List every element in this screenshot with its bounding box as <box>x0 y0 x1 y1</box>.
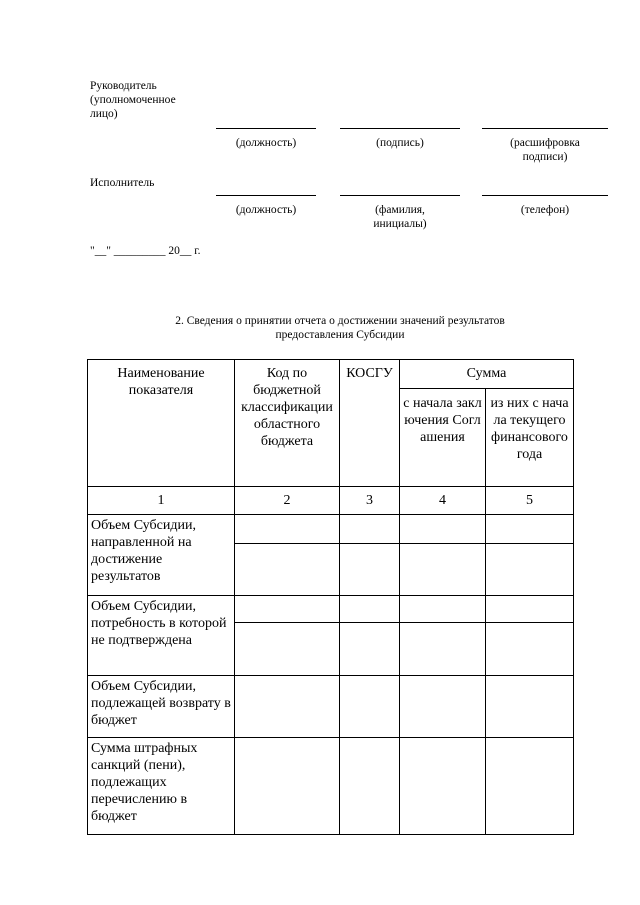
header-sum: Сумма <box>400 360 574 389</box>
header-sum-from-start: с начала заключения Соглашения <box>400 389 486 487</box>
table-cell[interactable] <box>235 596 340 623</box>
executor-caption-phone: (телефон) <box>520 204 570 216</box>
table-cell[interactable] <box>486 738 574 835</box>
table-cell[interactable] <box>340 544 400 596</box>
header-code: Код по бюджетной классификации областного бюджета <box>235 360 340 487</box>
executor-caption-name: (фамилия, инициалы) <box>373 204 427 230</box>
table-cell[interactable] <box>486 676 574 738</box>
table-cell[interactable] <box>400 515 486 544</box>
head-position-line <box>216 128 316 129</box>
column-number-3: 3 <box>340 487 400 515</box>
table-cell[interactable] <box>340 623 400 676</box>
column-number-1: 1 <box>88 487 235 515</box>
report-table <box>87 359 574 835</box>
table-cell[interactable] <box>400 596 486 623</box>
table-cell[interactable] <box>235 544 340 596</box>
date-line: "__" _________ 20__ г. <box>90 245 201 257</box>
row-label-subsidy-unconfirmed: Объем Субсидии, потребность в которой не подтверждена <box>88 596 235 676</box>
table-cell[interactable] <box>486 596 574 623</box>
executor-phone-line <box>482 195 608 196</box>
table-cell[interactable] <box>235 515 340 544</box>
table-cell[interactable] <box>340 596 400 623</box>
head-caption-decoding: (расшифровка подписи) <box>510 137 580 163</box>
row-label-penalties: Сумма штрафных санкций (пени), подлежащих перечислению в бюджет <box>88 738 235 835</box>
table-cell[interactable] <box>486 515 574 544</box>
column-number-2: 2 <box>235 487 340 515</box>
table-cell[interactable] <box>235 623 340 676</box>
section-title: 2. Сведения о принятии отчета о достижении значений результатов предоставления Субсидии <box>175 315 505 341</box>
column-number-4: 4 <box>400 487 486 515</box>
executor-label: Исполнитель <box>90 177 155 189</box>
table-cell[interactable] <box>486 544 574 596</box>
executor-caption-position: (должность) <box>235 204 297 216</box>
table-cell[interactable] <box>340 515 400 544</box>
executor-name-line <box>340 195 460 196</box>
table-cell[interactable] <box>400 544 486 596</box>
head-signature-line <box>340 128 460 129</box>
table-cell[interactable] <box>400 676 486 738</box>
table-cell[interactable] <box>400 738 486 835</box>
table-cell[interactable] <box>340 738 400 835</box>
row-label-subsidy-return: Объем Субсидии, подлежащей возврату в бюджет <box>88 676 235 738</box>
table-cell[interactable] <box>235 738 340 835</box>
head-caption-signature: (подпись) <box>376 137 424 149</box>
table-cell[interactable] <box>486 623 574 676</box>
executor-position-line <box>216 195 316 196</box>
table-cell[interactable] <box>235 676 340 738</box>
head-caption-position: (должность) <box>235 137 297 149</box>
header-kosgu: КОСГУ <box>340 360 400 487</box>
header-name: Наименование показателя <box>88 360 235 487</box>
head-decoding-line <box>482 128 608 129</box>
table-cell[interactable] <box>400 623 486 676</box>
head-label: Руководитель (уполномоченное лицо) <box>90 80 176 120</box>
column-number-5: 5 <box>486 487 574 515</box>
row-label-subsidy-directed: Объем Субсидии, направленной на достижение результатов <box>88 515 235 596</box>
header-sum-current-year: из них с начала текущего финансового года <box>486 389 574 487</box>
table-cell[interactable] <box>340 676 400 738</box>
